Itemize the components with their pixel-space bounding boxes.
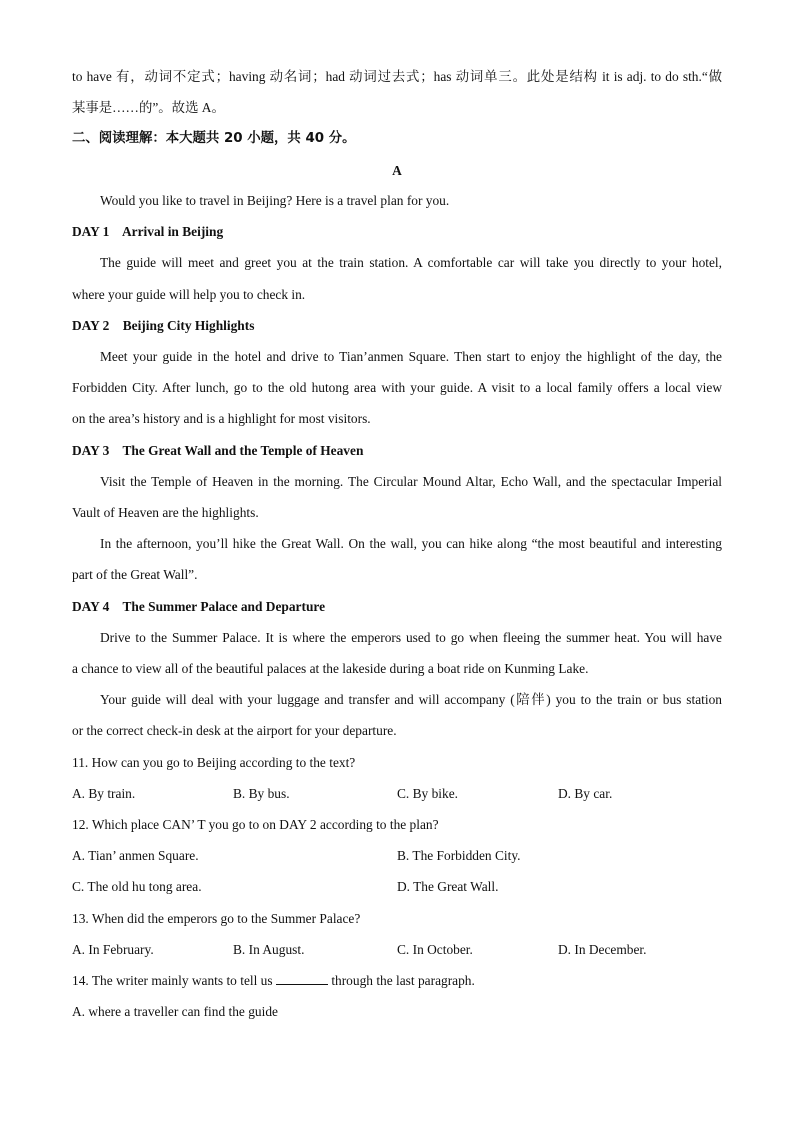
answer-blank [276, 970, 328, 985]
answer-option[interactable]: C. By bike. [397, 786, 459, 801]
answer-option[interactable]: A. In February. [72, 942, 154, 957]
paragraph-line: Your guide will deal with your luggage and transfer and will accompany (陪伴) you to the train or bus station [100, 692, 722, 707]
answer-option[interactable]: D. By car. [558, 786, 613, 801]
answer-option[interactable]: A. where a traveller can find the guide [72, 1004, 278, 1019]
day-title: DAY 1 Arrival in Beijing [72, 224, 224, 239]
answer-option[interactable]: C. In October. [397, 942, 473, 957]
paragraph-line: In the afternoon, you’ll hike the Great Wall. On the wall, you can hike along “the most beautiful and interesting [100, 536, 722, 551]
passage-intro: Would you like to travel in Beijing? Here is a travel plan for you. [100, 193, 450, 208]
answer-option[interactable]: C. The old hu tong area. [72, 879, 202, 894]
answer-explanation-line: 某事是……的”。故选 A。 [72, 100, 225, 115]
paragraph-line: or the correct check-in desk at the airport for your departure. [72, 723, 397, 738]
paragraph-line: a chance to view all of the beautiful palaces at the lakeside during a boat ride on Kunming Lake. [72, 661, 589, 676]
question-stem: 13. When did the emperors go to the Summer Palace? [72, 911, 361, 926]
answer-explanation-line: to have 有，动词不定式；having 动名词；had 动词过去式；has 动词单三。此处是结构 it is adj. to do sth.“做 [72, 69, 722, 84]
answer-option[interactable]: A. Tian’ anmen Square. [72, 848, 199, 863]
paragraph-line: Visit the Temple of Heaven in the morning. The Circular Mound Altar, Echo Wall, and the spectacular Imperial [100, 474, 722, 489]
question-stem-before: 14. The writer mainly wants to tell us [72, 973, 273, 988]
paragraph-line: The guide will meet and greet you at the train station. A comfortable car will take you directly to your hotel, [100, 255, 722, 270]
answer-option[interactable]: B. The Forbidden City. [397, 848, 521, 863]
section-heading: 二、阅读理解：本大题共 20 小题，共 40 分。 [72, 131, 356, 146]
day-title: DAY 3 The Great Wall and the Temple of Heaven [72, 443, 364, 458]
paragraph-line: on the area’s history and is a highlight for most visitors. [72, 411, 371, 426]
question-stem: 11. How can you go to Beijing according to the text? [72, 755, 356, 770]
answer-option[interactable]: D. In December. [558, 942, 647, 957]
question-stem: 12. Which place CAN’ T you go to on DAY 2 according to the plan? [72, 817, 439, 832]
answer-option[interactable]: B. In August. [233, 942, 305, 957]
answer-option[interactable]: D. The Great Wall. [397, 879, 499, 894]
answer-option[interactable]: B. By bus. [233, 786, 290, 801]
paragraph-line: Vault of Heaven are the highlights. [72, 505, 259, 520]
paragraph-line: Forbidden City. After lunch, go to the old hutong area with your guide. A visit to a local family offers a local view [72, 380, 722, 395]
passage-letter: A [392, 163, 402, 178]
day-title: DAY 2 Beijing City Highlights [72, 318, 255, 333]
paragraph-line: Meet your guide in the hotel and drive to Tian’anmen Square. Then start to enjoy the highlight of the day, the [100, 349, 722, 364]
paragraph-line: part of the Great Wall”. [72, 567, 198, 582]
paragraph-line: Drive to the Summer Palace. It is where the emperors used to go when fleeing the summer heat. You will have [100, 630, 722, 645]
paragraph-line: where your guide will help you to check in. [72, 287, 306, 302]
answer-option[interactable]: A. By train. [72, 786, 136, 801]
day-title: DAY 4 The Summer Palace and Departure [72, 599, 326, 614]
question-stem-after: through the last paragraph. [331, 973, 475, 988]
question-stem [72, 970, 722, 992]
